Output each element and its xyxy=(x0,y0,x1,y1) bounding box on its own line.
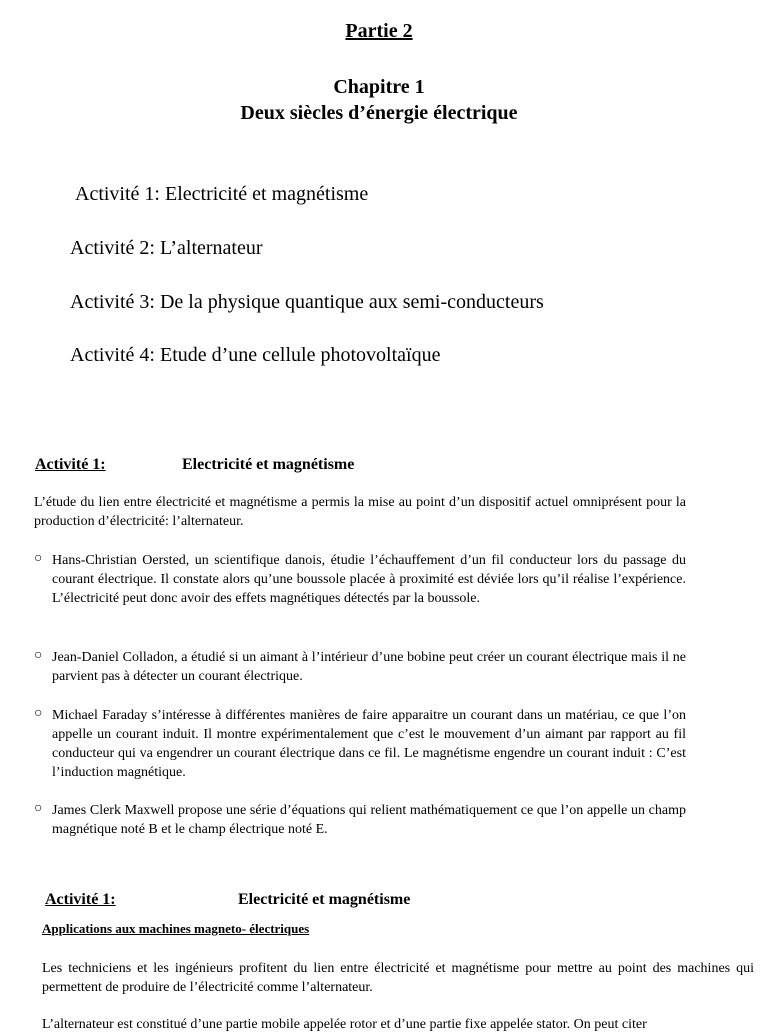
chapter-number: Chapitre 1 xyxy=(333,76,425,98)
section2-paragraph-1: Les techniciens et les ingénieurs profitent du lien entre électricité et magnétisme pour mettre au point des machines qui permettent de produire de l’électricité comme l’alternateur. xyxy=(42,961,754,995)
section1-intro: L’étude du lien entre électricité et magnétisme a permis la mise au point d’un dispositif actuel omniprésent pour la production d’électricité: l’alternateur. xyxy=(34,495,686,529)
section2-subtitle: Applications aux machines magneto- électriques xyxy=(42,921,310,936)
bullet-oersted: Hans-Christian Oersted, un scientifique danois, étudie l’échauffement d’un fil conducteur lors du passage du courant électrique. Il constate alors qu’une boussole placée à proximité est déviée lors qu’il réalise l’expérience. L’électricité peut donc avoir des effets magnétiques détectés par la boussole. xyxy=(52,553,686,606)
toc-item-activite-3: Activité 3: De la physique quantique aux semi-conducteurs xyxy=(70,291,544,313)
chapter-title: Deux siècles d’énergie électrique xyxy=(240,102,518,124)
section1-title: Electricité et magnétisme xyxy=(182,456,355,473)
toc-item-activite-4: Activité 4: Etude d’une cellule photovoltaïque xyxy=(70,344,441,366)
bullet-marker-4: ○ xyxy=(34,801,43,816)
bullet-marker-1: ○ xyxy=(34,551,43,566)
section1-label xyxy=(35,456,106,474)
toc-item-activite-1: Activité 1: Electricité et magnétisme xyxy=(75,183,369,205)
section2-title: Electricité et magnétisme xyxy=(238,891,411,908)
bullet-faraday: Michael Faraday s’intéresse à différentes manières de faire apparaitre un courant dans un matériau, ce que l’on appelle un courant induit. Il montre expérimentalement que c’est le mouvement d’un aimant par rapport au fil conducteur qui va engendrer un courant électrique dans ce fil. Le magnétisme engendre un courant induit : C’est l’induction magnétique. xyxy=(52,708,686,780)
bullet-marker-3: ○ xyxy=(34,706,43,721)
section1-label-text: Activité 1: xyxy=(35,456,106,473)
toc-item-activite-2: Activité 2: L’alternateur xyxy=(70,237,263,259)
bullet-marker-2: ○ xyxy=(34,648,43,663)
section2-label xyxy=(45,891,116,909)
bullet-maxwell: James Clerk Maxwell propose une série d’équations qui relient mathématiquement ce que l’on appelle un champ magnétique noté B et le champ électrique noté E. xyxy=(52,803,686,837)
part-title: Partie 2 xyxy=(345,20,413,42)
section2-paragraph-2: L’alternateur est constitué d’une partie mobile appelée rotor et d’une partie fixe appelée stator. On peut citer xyxy=(42,1017,647,1032)
bullet-colladon: Jean-Daniel Colladon, a étudié si un aimant à l’intérieur d’une bobine peut créer un courant électrique mais il ne parvient pas à détecter un courant électrique. xyxy=(52,650,686,684)
section2-label-text: Activité 1: xyxy=(45,891,116,908)
